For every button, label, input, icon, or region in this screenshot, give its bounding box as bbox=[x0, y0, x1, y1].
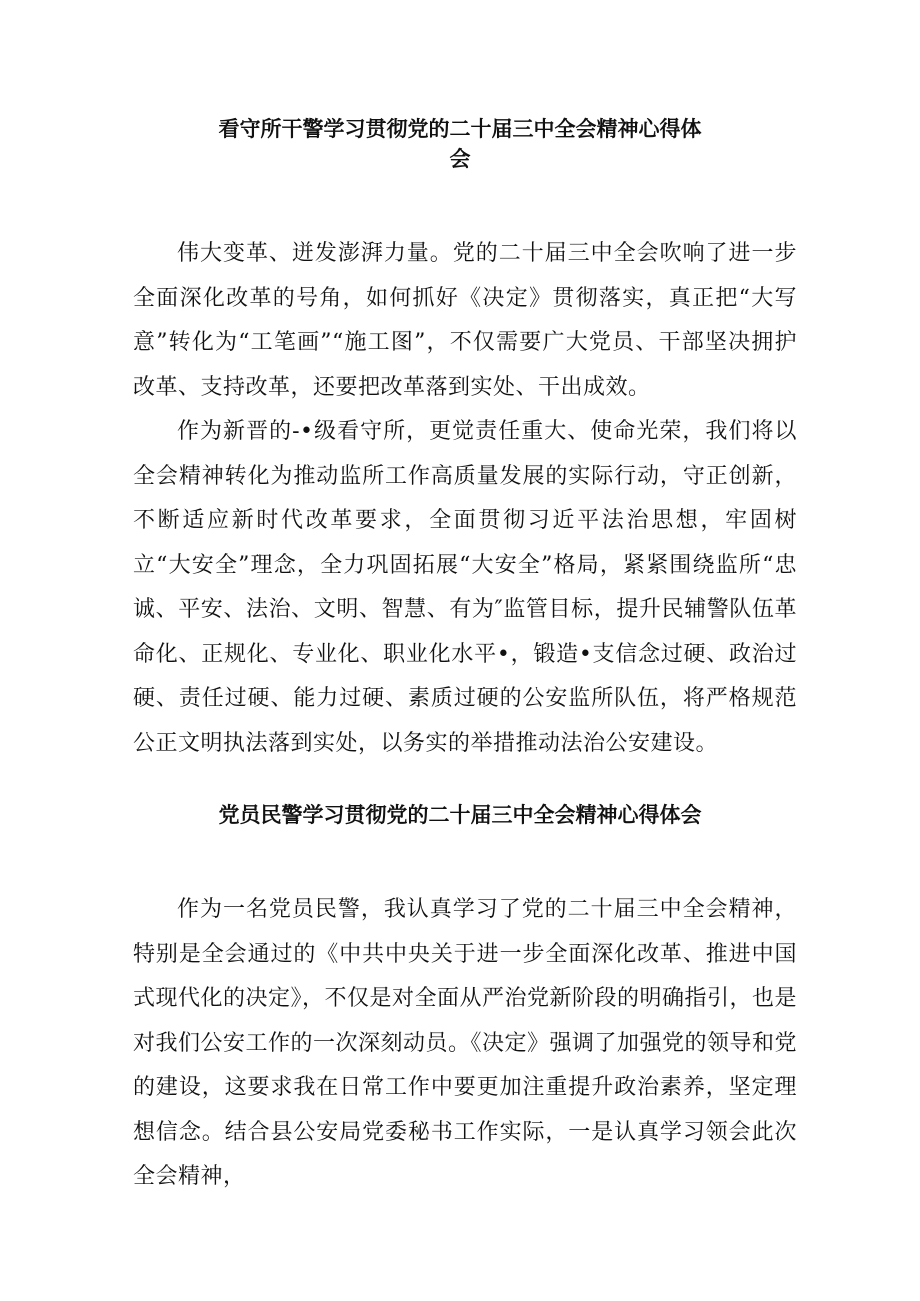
article-title-1-line-2: 会 bbox=[449, 147, 471, 171]
article-1-paragraph-2: 作为新晋的-•级看守所，更觉责任重大、使命光荣，我们将以全会精神转化为推动监所工作高质量发展的实际行动，守正创新，不断适应新时代改革要求，全面贯彻习近平法治思想，牢固树立“大安全”理念，全力巩固拓展“大安全”格局，紧紧围绕监所“忠诚、平安、法治、文明、智慧、有为″监管目标，提升民辅警队伍革命化、正规化、专业化、职业化水平•，锻造•支信念过硬、政治过硬、责任过硬、能力过硬、素质过硬的公安监所队伍，将严格规范公正文明执法落到实处，以务实的举措推动法治公安建设。 bbox=[133, 419, 797, 756]
article-body-1 bbox=[133, 232, 797, 766]
article-title-1-line-1: 看守所干警学习贯彻党的二十届三中全会精神心得体 bbox=[218, 117, 702, 141]
article-body-2 bbox=[133, 888, 797, 1200]
article-1-paragraph-1: 伟大变革、迸发澎湃力量。党的二十届三中全会吹响了进一步全面深化改革的号角，如何抓好《决定》贯彻落实，真正把“大写意”转化为“工笔画”“施工图”，不仅需要广大党员、干部坚决拥护改革、支持改革，还要把改革落到实处、干出成效。 bbox=[133, 241, 797, 400]
article-2-paragraph-1: 作为一名党员民警，我认真学习了党的二十届三中全会精神，特别是全会通过的《中共中央关于进一步全面深化改革、推进中国式现代化的决定》，不仅是对全面从严治党新阶段的明确指引，也是对我们公安工作的一次深刻动员。《决定》强调了加强党的领导和党的建设，这要求我在日常工作中要更加注重提升政治素养，坚定理想信念。结合县公安局党委秘书工作实际，一是认真学习领会此次全会精神， bbox=[133, 897, 798, 1189]
article-title-2: 党员民警学习贯彻党的二十届三中全会精神心得体会 bbox=[218, 803, 702, 827]
article-title-1 bbox=[150, 114, 770, 174]
